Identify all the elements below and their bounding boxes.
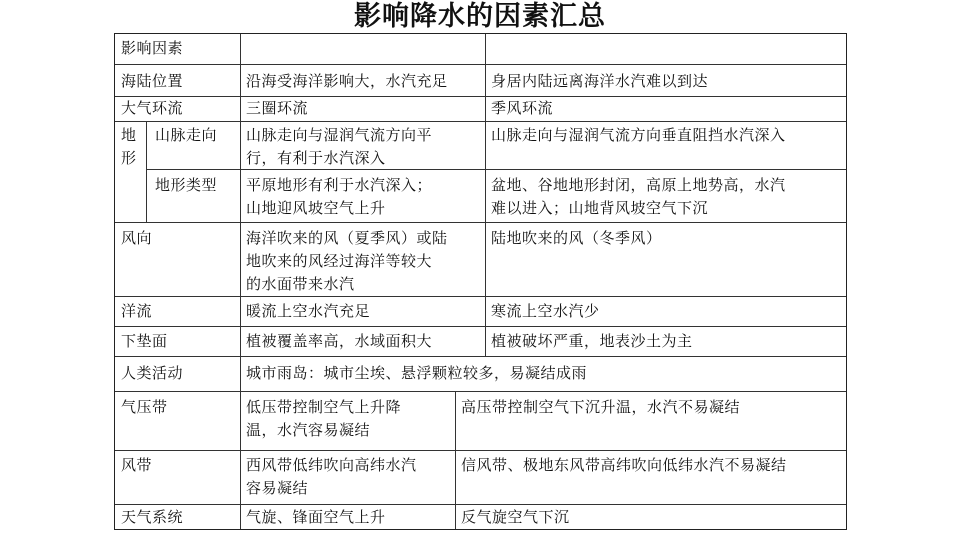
table-row-favorable: 沿海受海洋影响大，水汽充足 <box>246 72 448 90</box>
table-row-favorable: 海洋吹来的风（夏季风）或陆 地吹来的风经过海洋等较大 的水面带来水汽 <box>246 229 448 293</box>
table-row-merged: 城市雨岛：城市尘埃、悬浮颗粒较多，易凝结成雨 <box>246 364 588 382</box>
column-divider <box>455 391 456 529</box>
table-row-unfavorable: 信风带、极地东风带高纬吹向低纬水汽不易凝结 <box>461 456 787 474</box>
row-divider <box>115 391 846 392</box>
header-factor: 影响因素 <box>121 39 184 57</box>
row-divider <box>115 356 846 357</box>
table-row-factor: 天气系统 <box>121 508 184 526</box>
table-row-favorable: 西风带低纬吹向高纬水汽 容易凝结 <box>246 456 417 497</box>
table-row-unfavorable: 陆地吹来的风（冬季风） <box>491 229 662 247</box>
table-row-factor: 人类活动 <box>121 364 184 382</box>
table-row-factor: 山脉走向 <box>155 126 218 144</box>
table-row-factor: 洋流 <box>121 302 153 320</box>
table-row-unfavorable: 身居内陆远离海洋水汽难以到达 <box>491 72 709 90</box>
table-row-factor: 大气环流 <box>121 99 184 117</box>
table-row-factor: 风向 <box>121 229 153 247</box>
column-divider <box>485 34 486 356</box>
table-row-unfavorable: 植被破坏严重，地表沙土为主 <box>491 332 693 350</box>
table-row-unfavorable: 寒流上空水汽少 <box>491 302 600 320</box>
table-row-favorable: 植被覆盖率高，水域面积大 <box>246 332 433 350</box>
table-row-factor: 风带 <box>121 456 153 474</box>
table-row-factor: 下垫面 <box>121 332 168 350</box>
table-row-favorable: 低压带控制空气上升降 温，水汽容易凝结 <box>246 398 402 439</box>
column-divider <box>240 391 241 529</box>
table-row-favorable: 山脉走向与湿润气流方向平 行，有利于水汽深入 <box>246 126 433 167</box>
table-row-factor: 气压带 <box>121 398 168 416</box>
table-row-favorable: 三圈环流 <box>246 99 309 117</box>
table-row-unfavorable: 季风环流 <box>491 99 554 117</box>
table-row-favorable: 暖流上空水汽充足 <box>246 302 371 320</box>
table-row-factor: 地形类型 <box>155 176 218 194</box>
table-row-favorable: 平原地形有利于水汽深入； 山地迎风坡空气上升 <box>246 176 433 217</box>
table-row-unfavorable: 山脉走向与湿润气流方向垂直阻挡水汽深入 <box>491 126 786 144</box>
column-divider <box>146 121 147 222</box>
table-row-factor: 海陆位置 <box>121 72 184 90</box>
row-divider <box>115 326 846 327</box>
row-divider <box>115 64 846 65</box>
precipitation-factors-table <box>114 33 847 530</box>
table-row-favorable: 气旋、锋面空气上升 <box>246 508 386 526</box>
column-divider <box>240 34 241 391</box>
terrain-group-label: 地 形 <box>121 126 137 167</box>
row-divider <box>115 222 846 223</box>
row-divider <box>115 121 846 122</box>
row-divider <box>115 296 846 297</box>
page-title: 影响降水的因素汇总 <box>354 1 606 32</box>
row-divider <box>115 504 846 505</box>
table-row-unfavorable: 高压带控制空气下沉升温，水汽不易凝结 <box>461 398 741 416</box>
table-row-unfavorable: 反气旋空气下沉 <box>461 508 570 526</box>
row-divider <box>115 450 846 451</box>
table-row-unfavorable: 盆地、谷地地形封闭，高原上地势高，水汽 难以进入；山地背风坡空气下沉 <box>491 176 786 217</box>
